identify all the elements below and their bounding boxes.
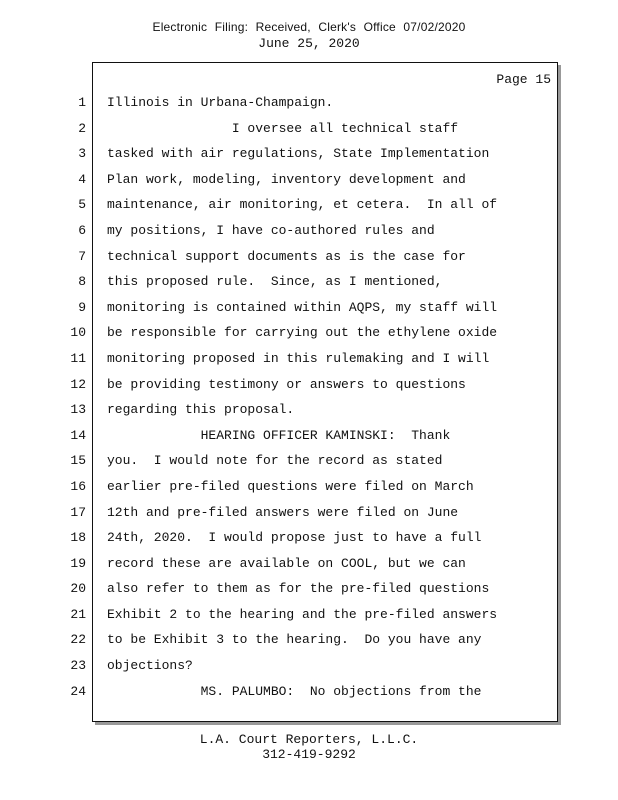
line-number: 23 — [70, 658, 86, 674]
line-number: 16 — [70, 478, 86, 494]
line-number: 9 — [78, 299, 86, 315]
transcript-line: be responsible for carrying out the ethylene oxide — [107, 325, 498, 341]
transcript-line: Plan work, modeling, inventory development and — [107, 171, 466, 187]
line-number: 8 — [78, 274, 86, 290]
transcript-line: my positions, I have co-authored rules and — [107, 222, 435, 238]
transcript-line: earlier pre-filed questions were filed on March — [107, 478, 474, 494]
line-number: 2 — [78, 120, 86, 136]
transcript-line: you. I would note for the record as stated — [107, 453, 443, 469]
line-number: 21 — [70, 606, 86, 622]
transcript-text — [107, 94, 547, 708]
line-number: 19 — [70, 555, 86, 571]
page-number: Page 15 — [496, 72, 551, 87]
line-number: 20 — [70, 581, 86, 597]
transcript-line: monitoring is contained within AQPS, my staff will — [107, 299, 498, 315]
transcript-line: record these are available on COOL, but we can — [107, 555, 466, 571]
transcript-line: regarding this proposal. — [107, 402, 295, 418]
transcript-date: June 25, 2020 — [258, 36, 360, 51]
transcript-line: be providing testimony or answers to questions — [107, 376, 466, 392]
line-number: 10 — [70, 325, 86, 341]
line-number-column — [50, 94, 86, 708]
line-number: 7 — [78, 248, 86, 264]
court-reporter-name: L.A. Court Reporters, L.L.C. — [199, 732, 419, 747]
transcript-line: technical support documents as is the case for — [107, 248, 466, 264]
line-number: 15 — [70, 453, 86, 469]
transcript-line: also refer to them as for the pre-filed questions — [107, 581, 490, 597]
transcript-line: monitoring proposed in this rulemaking and I will — [107, 350, 490, 366]
line-number: 3 — [78, 146, 86, 162]
transcript-line: tasked with air regulations, State Implementation — [107, 146, 490, 162]
line-number: 22 — [70, 632, 86, 648]
line-number: 5 — [78, 197, 86, 213]
line-number: 1 — [78, 95, 86, 110]
transcript-line: 24th, 2020. I would propose just to have a full — [107, 530, 482, 546]
court-reporter-phone: 312-419-9292 — [262, 747, 356, 762]
filing-stamp: Electronic Filing: Received, Clerk's Office 07/02/2020 — [152, 20, 466, 34]
transcript-line: I oversee all technical staff — [107, 120, 459, 136]
transcript-line: 12th and pre-filed answers were filed on June — [107, 504, 459, 520]
transcript-line: Illinois in Urbana-Champaign. — [107, 95, 334, 110]
line-number: 4 — [78, 171, 86, 187]
transcript-line: MS. PALUMBO: No objections from the — [107, 683, 482, 699]
line-number: 6 — [78, 222, 86, 238]
line-number: 17 — [70, 504, 86, 520]
transcript-line: objections? — [107, 658, 193, 674]
line-number: 18 — [70, 530, 86, 546]
line-number: 11 — [70, 350, 86, 366]
line-number: 13 — [70, 402, 86, 418]
line-number: 12 — [70, 376, 86, 392]
line-number: 14 — [70, 427, 86, 443]
transcript-line: HEARING OFFICER KAMINSKI: Thank — [107, 427, 451, 443]
transcript-line: maintenance, air monitoring, et cetera. In all of — [107, 197, 498, 213]
transcript-line: Exhibit 2 to the hearing and the pre-filed answers — [107, 606, 498, 622]
line-number: 24 — [70, 683, 86, 699]
transcript-line: this proposed rule. Since, as I mentioned, — [107, 274, 443, 290]
transcript-line: to be Exhibit 3 to the hearing. Do you have any — [107, 632, 482, 648]
